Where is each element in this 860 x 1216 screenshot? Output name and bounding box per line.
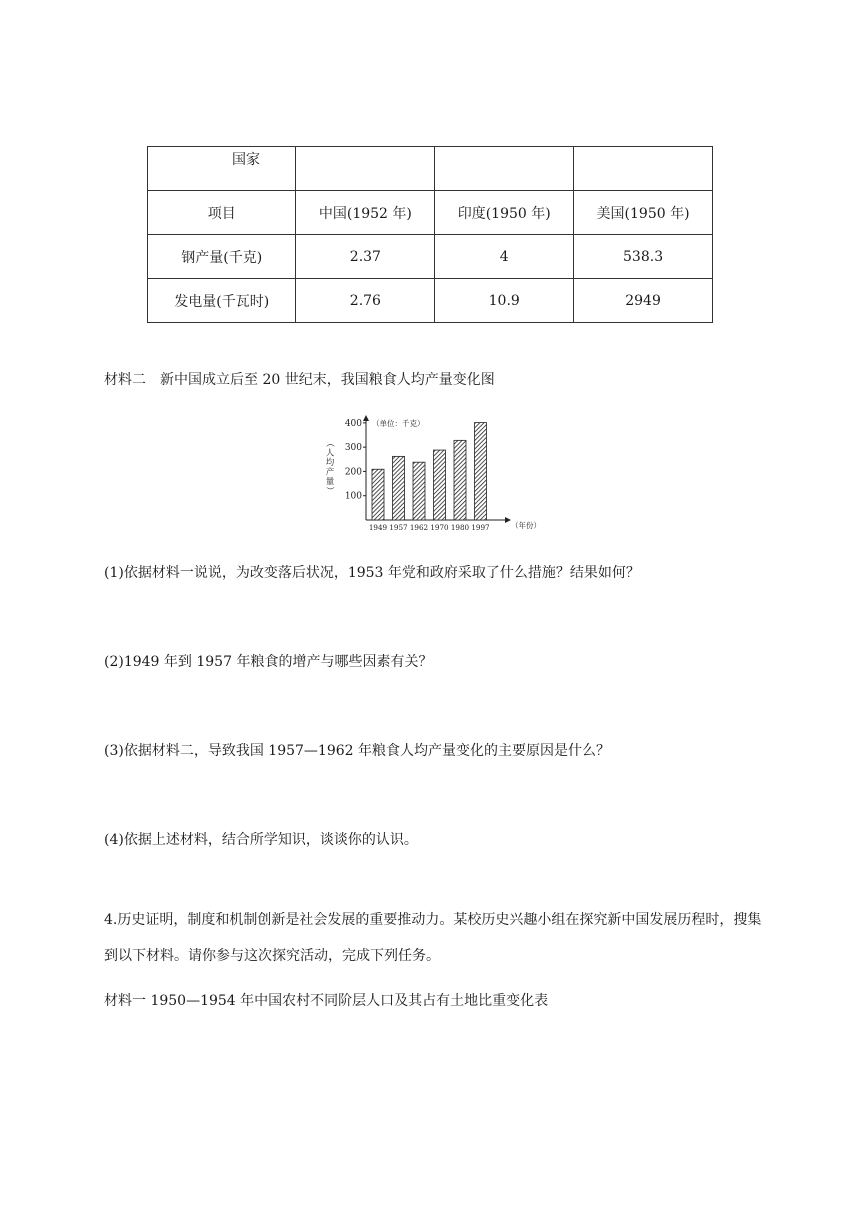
bar-1949 [372, 469, 384, 520]
column-header: 中国(1952 年) [296, 191, 435, 235]
y-axis-arrow [363, 415, 369, 421]
header-country-cell [148, 147, 296, 191]
bar-1980 [454, 440, 466, 520]
y-axis-label-char: 量 [325, 477, 335, 487]
bar-1997 [475, 423, 487, 520]
question-4-intro: 4.历史证明，制度和机制创新是社会发展的重要推动力。某校历史兴趣小组在探究新中国发展历程时，搜集到以下材料。请你参与这次探究活动，完成下列任务。 [104, 912, 762, 964]
question-3: (3)依据材料二，导致我国 1957—1962 年粮食人均产量变化的主要原因是什么？ [104, 743, 610, 759]
table-row [148, 279, 713, 323]
x-tick-label: 1997 [471, 523, 490, 532]
chart-bars [372, 423, 487, 520]
y-tick-label: 200 [344, 467, 362, 478]
table-row [148, 147, 713, 191]
bar-1957 [393, 456, 405, 520]
table-cell: 4 [435, 235, 574, 279]
bar-1970 [434, 450, 446, 520]
header-item: 项目 [148, 191, 296, 235]
y-axis-label-char: 人 [325, 448, 335, 459]
table-cell: 2.76 [296, 279, 435, 323]
row-label: 发电量(千瓦时) [148, 279, 296, 323]
grain-per-capita-chart [318, 410, 541, 536]
bar-1962 [413, 462, 425, 520]
x-tick-label: 1970 [430, 523, 449, 532]
question-2: (2)1949 年到 1957 年粮食的增产与哪些因素有关？ [104, 654, 433, 670]
material2-title: 材料二 新中国成立后至 20 世纪末，我国粮食人均产量变化图 [104, 372, 495, 388]
y-axis-label-char: 均 [325, 458, 335, 468]
table-cell: 538.3 [574, 235, 713, 279]
y-tick-label: 400 [344, 418, 362, 429]
x-tick-label: 1949 [368, 523, 388, 532]
x-tick-label: 1962 [409, 523, 429, 532]
y-tick-label: 100 [344, 491, 362, 502]
column-header: 印度(1950 年) [435, 191, 574, 235]
x-tick-label: 1980 [450, 523, 470, 532]
table-row [148, 235, 713, 279]
column-header: 美国(1950 年) [574, 191, 713, 235]
table-cell: 2949 [574, 279, 713, 323]
unit-label: （单位：千克） [372, 419, 425, 428]
table-row [148, 191, 713, 235]
header-country: 国家 [232, 152, 260, 168]
y-axis-label-char: ） [324, 486, 334, 495]
question-1: (1)依据材料一说说，为改变落后状况，1953 年党和政府采取了什么措施？结果如何？ [104, 565, 640, 581]
y-axis-label-char: 产 [325, 467, 335, 478]
row-label: 钢产量(千克) [148, 235, 296, 279]
x-tick-label: 1957 [389, 523, 408, 532]
comparison-table [147, 146, 713, 323]
material1-title: 材料一 1950—1954 年中国农村不同阶层人口及其占有土地比重变化表 [104, 993, 549, 1009]
question-4: (4)依据上述材料，结合所学知识，谈谈你的认识。 [104, 832, 418, 848]
y-axis-label-char: （ [324, 438, 334, 448]
chart-labels [324, 418, 541, 532]
y-tick-label: 300 [344, 443, 362, 454]
table-cell: 2.37 [296, 235, 435, 279]
table-cell: 10.9 [435, 279, 574, 323]
x-axis-label: （年份） [511, 521, 541, 530]
